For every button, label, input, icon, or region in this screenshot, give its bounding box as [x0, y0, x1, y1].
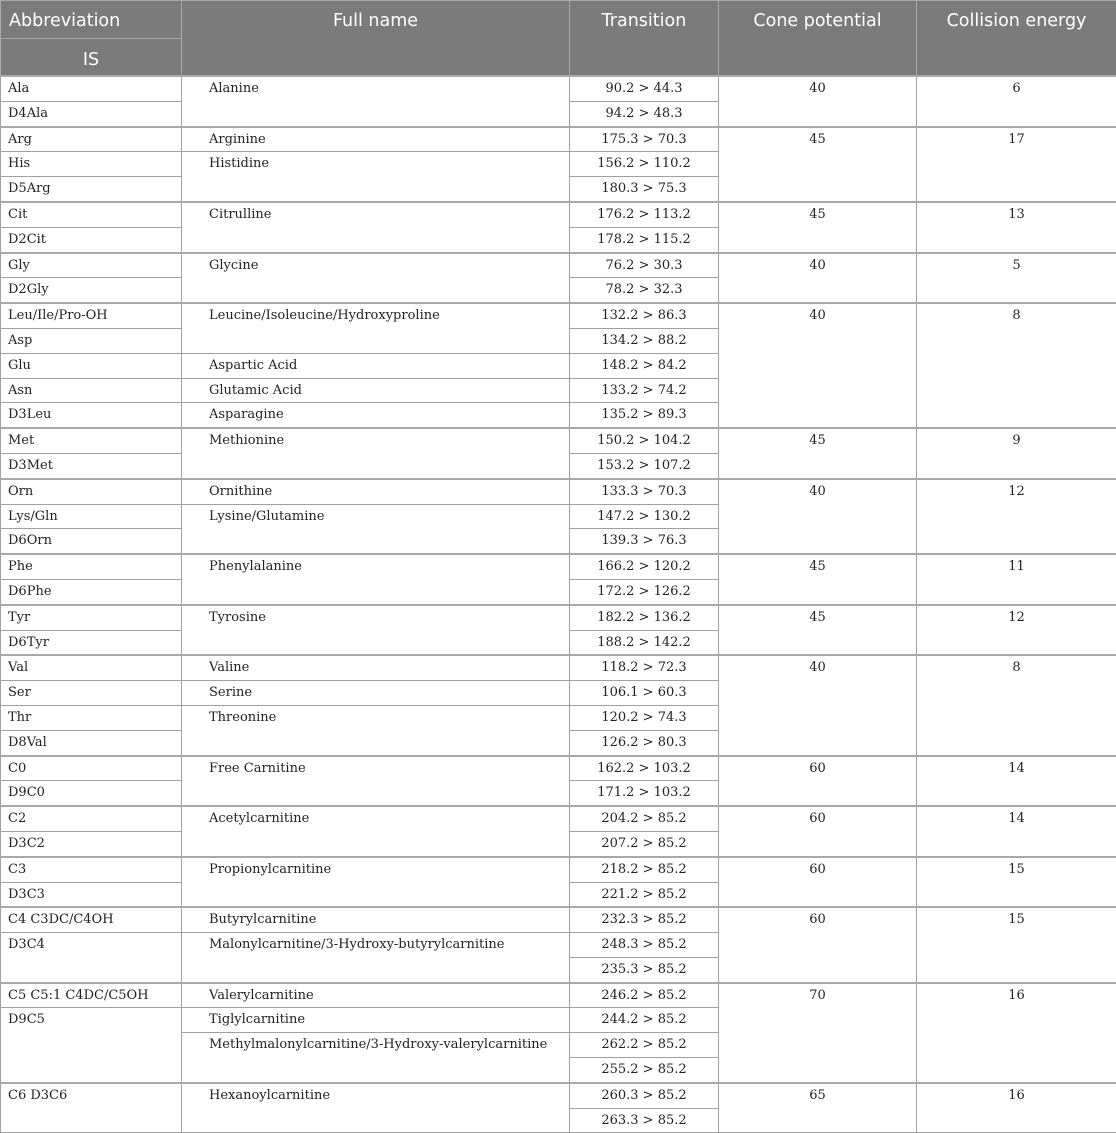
transition-cell: 139.3 > 76.3 — [570, 529, 719, 554]
table-row — [1, 127, 1116, 152]
table-row — [1, 605, 1116, 630]
table-row — [1, 428, 1116, 453]
transition-cell: 171.2 > 103.2 — [570, 781, 719, 806]
full-name-cell: Methionine — [182, 428, 570, 479]
collision-energy-cell: 12 — [917, 479, 1116, 554]
full-name-cell: Tyrosine — [182, 605, 570, 656]
full-name-cell: Glycine — [182, 253, 570, 304]
abbreviation-cell: C4 C3DC/C4OH — [1, 907, 182, 932]
full-name-cell: Citrulline — [182, 202, 570, 253]
abbreviation-cell: C2 — [1, 806, 182, 831]
full-name-cell: Ornithine — [182, 479, 570, 504]
collision-energy-cell: 12 — [917, 605, 1116, 656]
transition-cell: 166.2 > 120.2 — [570, 554, 719, 579]
cone-potential-cell: 40 — [719, 76, 917, 127]
cone-potential-cell: 60 — [719, 806, 917, 857]
transition-cell: 118.2 > 72.3 — [570, 655, 719, 680]
abbreviation-cell: C0 — [1, 756, 182, 781]
transition-cell: 262.2 > 85.2 — [570, 1033, 719, 1058]
transition-cell: 246.2 > 85.2 — [570, 983, 719, 1008]
transition-cell: 176.2 > 113.2 — [570, 202, 719, 227]
full-name-cell: Alanine — [182, 76, 570, 127]
full-name-cell: Valine — [182, 655, 570, 680]
cone-potential-cell: 65 — [719, 1083, 917, 1133]
cone-potential-cell: 70 — [719, 983, 917, 1083]
transition-cell: 126.2 > 80.3 — [570, 730, 719, 755]
table-row — [1, 655, 1116, 680]
table-row — [1, 303, 1116, 328]
transition-cell: 260.3 > 85.2 — [570, 1083, 719, 1108]
table-row — [1, 806, 1116, 831]
transition-cell: 78.2 > 32.3 — [570, 278, 719, 303]
collision-energy-cell: 14 — [917, 806, 1116, 857]
abbreviation-cell: Met — [1, 428, 182, 453]
abbreviation-cell: D3C3 — [1, 882, 182, 907]
full-name-cell: Glutamic Acid — [182, 378, 570, 403]
full-name-cell: Arginine — [182, 127, 570, 152]
cone-potential-cell: 60 — [719, 907, 917, 982]
transition-cell: 156.2 > 110.2 — [570, 152, 719, 177]
transition-cell: 263.3 > 85.2 — [570, 1108, 719, 1133]
full-name-cell: Malonylcarnitine/3-Hydroxy-butyrylcarnitine — [182, 933, 570, 983]
collision-energy-cell: 17 — [917, 127, 1116, 202]
transition-cell: 153.2 > 107.2 — [570, 453, 719, 478]
abbreviation-cell: C3 — [1, 857, 182, 882]
full-name-cell: Leucine/Isoleucine/Hydroxyproline — [182, 303, 570, 353]
cone-potential-cell: 60 — [719, 756, 917, 807]
table-row — [1, 554, 1116, 579]
transition-cell: 207.2 > 85.2 — [570, 831, 719, 856]
abbreviation-cell: Leu/Ile/Pro-OH — [1, 303, 182, 328]
transition-cell: 248.3 > 85.2 — [570, 933, 719, 958]
full-name-cell: Histidine — [182, 152, 570, 202]
table-row — [1, 76, 1116, 101]
transition-cell: 244.2 > 85.2 — [570, 1008, 719, 1033]
collision-energy-cell: 8 — [917, 303, 1116, 428]
collision-energy-cell: 16 — [917, 1083, 1116, 1133]
abbreviation-cell: D5Arg — [1, 177, 182, 202]
table-row — [1, 983, 1116, 1008]
full-name-cell: Lysine/Glutamine — [182, 504, 570, 554]
table-row — [1, 1083, 1116, 1108]
table-header — [1, 1, 1116, 77]
collision-energy-cell: 14 — [917, 756, 1116, 807]
cone-potential-cell: 60 — [719, 857, 917, 908]
abbreviation-cell: His — [1, 152, 182, 177]
full-name-cell: Hexanoylcarnitine — [182, 1083, 570, 1133]
full-name-cell: Free Carnitine — [182, 756, 570, 807]
abbreviation-cell: D3Met — [1, 453, 182, 478]
abbreviation-cell: Ser — [1, 681, 182, 706]
transition-cell: 180.3 > 75.3 — [570, 177, 719, 202]
full-name-cell: Tiglylcarnitine — [182, 1008, 570, 1033]
abbreviation-cell: Asp — [1, 328, 182, 353]
cone-potential-cell: 45 — [719, 202, 917, 253]
abbreviation-cell: D2Gly — [1, 278, 182, 303]
abbreviation-cell: C6 D3C6 — [1, 1083, 182, 1133]
abbreviation-cell: C5 C5:1 C4DC/C5OH — [1, 983, 182, 1008]
full-name-cell: Serine — [182, 681, 570, 706]
cone-potential-cell: 45 — [719, 554, 917, 605]
cone-potential-cell: 45 — [719, 127, 917, 202]
abbreviation-cell: D3C4 — [1, 933, 182, 983]
cone-potential-cell: 45 — [719, 605, 917, 656]
transition-cell: 90.2 > 44.3 — [570, 76, 719, 101]
header-full-name: Full name — [182, 1, 570, 77]
transition-cell: 106.1 > 60.3 — [570, 681, 719, 706]
abbreviation-cell: Orn — [1, 479, 182, 504]
transition-cell: 218.2 > 85.2 — [570, 857, 719, 882]
full-name-cell: Threonine — [182, 705, 570, 755]
abbreviation-cell: Thr — [1, 705, 182, 730]
abbreviation-cell: D2Cit — [1, 227, 182, 252]
collision-energy-cell: 6 — [917, 76, 1116, 127]
abbreviation-cell: Cit — [1, 202, 182, 227]
transition-cell: 133.2 > 74.2 — [570, 378, 719, 403]
header-collision-energy: Collision energy — [917, 1, 1116, 77]
header-transition: Transition — [570, 1, 719, 77]
abbreviation-cell: D6Tyr — [1, 630, 182, 655]
abbreviation-cell: Tyr — [1, 605, 182, 630]
collision-energy-cell: 16 — [917, 983, 1116, 1083]
transition-cell: 134.2 > 88.2 — [570, 328, 719, 353]
table-row — [1, 857, 1116, 882]
transition-cell: 235.3 > 85.2 — [570, 957, 719, 982]
full-name-cell: Propionylcarnitine — [182, 857, 570, 908]
abbreviation-cell: D9C0 — [1, 781, 182, 806]
abbreviation-cell: D8Val — [1, 730, 182, 755]
header-is: IS — [1, 39, 182, 77]
full-name-cell: Valerylcarnitine — [182, 983, 570, 1008]
cone-potential-cell: 40 — [719, 655, 917, 755]
abbreviation-cell: Glu — [1, 353, 182, 378]
cone-potential-cell: 40 — [719, 253, 917, 304]
abbreviation-cell: D3Leu — [1, 403, 182, 428]
transition-cell: 204.2 > 85.2 — [570, 806, 719, 831]
abbreviation-cell: Phe — [1, 554, 182, 579]
table-body — [1, 76, 1116, 1133]
collision-energy-cell: 5 — [917, 253, 1116, 304]
collision-energy-cell: 13 — [917, 202, 1116, 253]
table-row — [1, 756, 1116, 781]
full-name-cell: Asparagine — [182, 403, 570, 428]
transition-cell: 232.3 > 85.2 — [570, 907, 719, 932]
full-name-cell: Acetylcarnitine — [182, 806, 570, 857]
transition-cell: 182.2 > 136.2 — [570, 605, 719, 630]
transition-cell: 178.2 > 115.2 — [570, 227, 719, 252]
abbreviation-cell: D6Orn — [1, 529, 182, 554]
collision-energy-cell: 15 — [917, 857, 1116, 908]
cone-potential-cell: 40 — [719, 303, 917, 428]
transition-cell: 133.3 > 70.3 — [570, 479, 719, 504]
transition-cell: 175.3 > 70.3 — [570, 127, 719, 152]
table-row — [1, 202, 1116, 227]
collision-energy-cell: 9 — [917, 428, 1116, 479]
abbreviation-cell: Lys/Gln — [1, 504, 182, 529]
cone-potential-cell: 45 — [719, 428, 917, 479]
abbreviation-cell: Val — [1, 655, 182, 680]
header-abbreviation: Abbreviation — [1, 1, 182, 39]
abbreviation-cell: D6Phe — [1, 579, 182, 604]
transition-cell: 76.2 > 30.3 — [570, 253, 719, 278]
full-name-cell: Aspartic Acid — [182, 353, 570, 378]
table-row — [1, 253, 1116, 278]
header-cone-potential: Cone potential — [719, 1, 917, 77]
abbreviation-cell: Arg — [1, 127, 182, 152]
full-name-cell: Methylmalonylcarnitine/3-Hydroxy-valerylcarnitine — [182, 1033, 570, 1083]
abbreviation-cell: D9C5 — [1, 1008, 182, 1083]
full-name-cell: Butyrylcarnitine — [182, 907, 570, 932]
transition-cell: 150.2 > 104.2 — [570, 428, 719, 453]
collision-energy-cell: 8 — [917, 655, 1116, 755]
abbreviation-cell: Ala — [1, 76, 182, 101]
abbreviation-cell: Asn — [1, 378, 182, 403]
transition-cell: 147.2 > 130.2 — [570, 504, 719, 529]
transition-cell: 120.2 > 74.3 — [570, 705, 719, 730]
abbreviation-cell: D3C2 — [1, 831, 182, 856]
transition-cell: 172.2 > 126.2 — [570, 579, 719, 604]
abbreviation-cell: D4Ala — [1, 101, 182, 126]
transition-cell: 255.2 > 85.2 — [570, 1058, 719, 1083]
transition-cell: 162.2 > 103.2 — [570, 756, 719, 781]
transition-cell: 94.2 > 48.3 — [570, 101, 719, 126]
transition-cell: 221.2 > 85.2 — [570, 882, 719, 907]
transition-cell: 148.2 > 84.2 — [570, 353, 719, 378]
transition-cell: 132.2 > 86.3 — [570, 303, 719, 328]
table-row — [1, 907, 1116, 932]
cone-potential-cell: 40 — [719, 479, 917, 554]
full-name-cell: Phenylalanine — [182, 554, 570, 605]
collision-energy-cell: 15 — [917, 907, 1116, 982]
transition-cell: 135.2 > 89.3 — [570, 403, 719, 428]
abbreviation-cell: Gly — [1, 253, 182, 278]
collision-energy-cell: 11 — [917, 554, 1116, 605]
transition-cell: 188.2 > 142.2 — [570, 630, 719, 655]
table-row — [1, 479, 1116, 504]
